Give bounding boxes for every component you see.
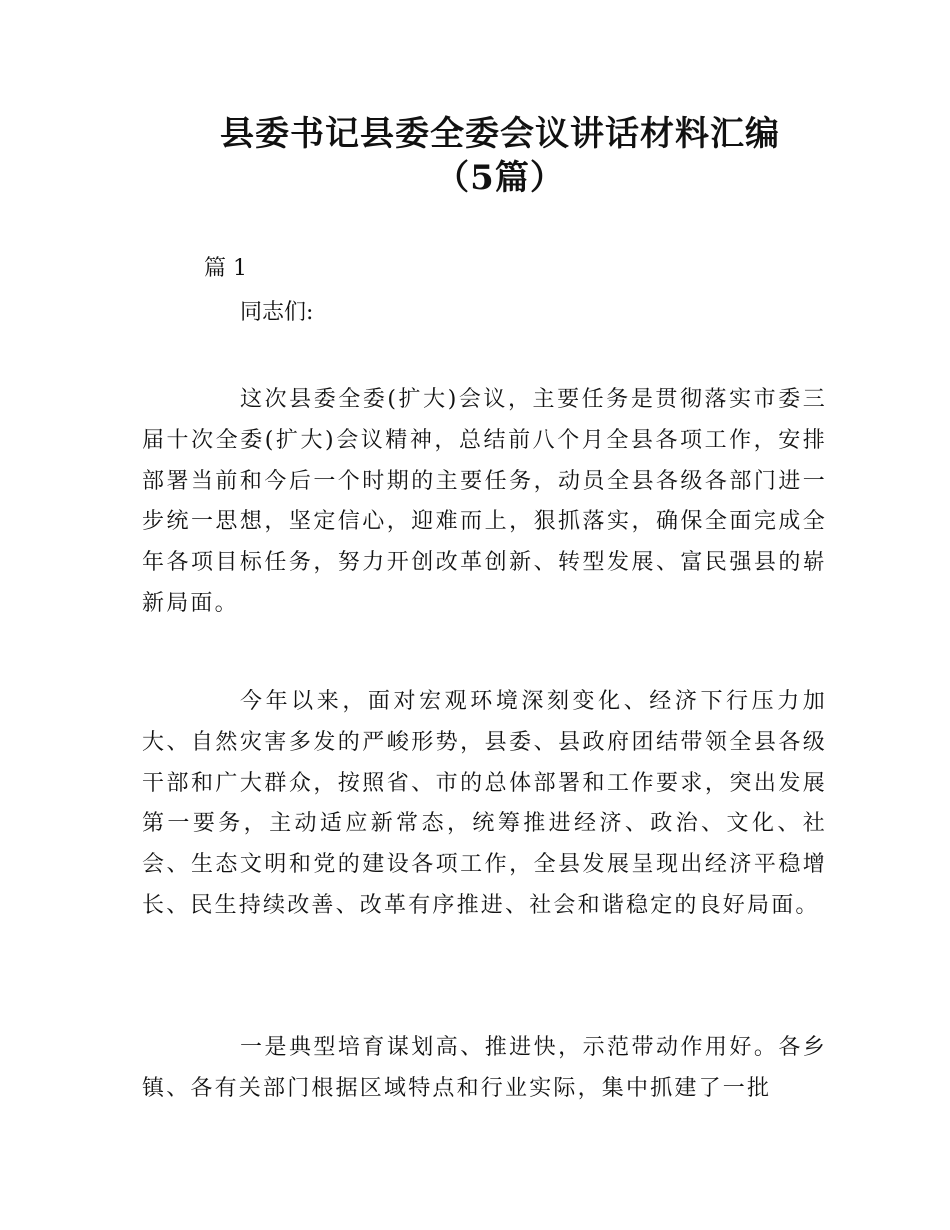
section-label: 篇 1 xyxy=(204,256,247,281)
paragraph: 这次县委全委(扩大)会议，主要任务是贯彻落实市委三届十次全委(扩大)会议精神，总结前八个月全县各项工作，安排部署当前和今后一个时期的主要任务，动员全县各级各部门进一步统一思想，坚定信心，迎难而上，狠抓落实，确保全面完成全年各项目标任务，努力开创改革创新、转型发展、富民强县的崭新局面。 xyxy=(142,387,827,616)
document-title-count: （5篇） xyxy=(435,158,565,198)
paragraph: 一是典型培育谋划高、推进快，示范带动作用好。各乡镇、各有关部门根据区域特点和行业实际，集中抓建了一批 xyxy=(142,1035,827,1101)
salutation: 同志们: xyxy=(240,300,314,325)
paragraph: 今年以来，面对宏观环境深刻变化、经济下行压力加大、自然灾害多发的严峻形势，县委、县政府团结带领全县各级干部和广大群众，按照省、市的总体部署和工作要求，突出发展第一要务，主动适应新常态，统筹推进经济、政治、文化、社会、生态文明和党的建设各项工作，全县发展呈现出经济平稳增长、民生持续改善、改革有序推进、社会和谐稳定的良好局面。 xyxy=(142,689,827,918)
document-title: 县委书记县委全委会议讲话材料汇编 xyxy=(220,114,780,154)
